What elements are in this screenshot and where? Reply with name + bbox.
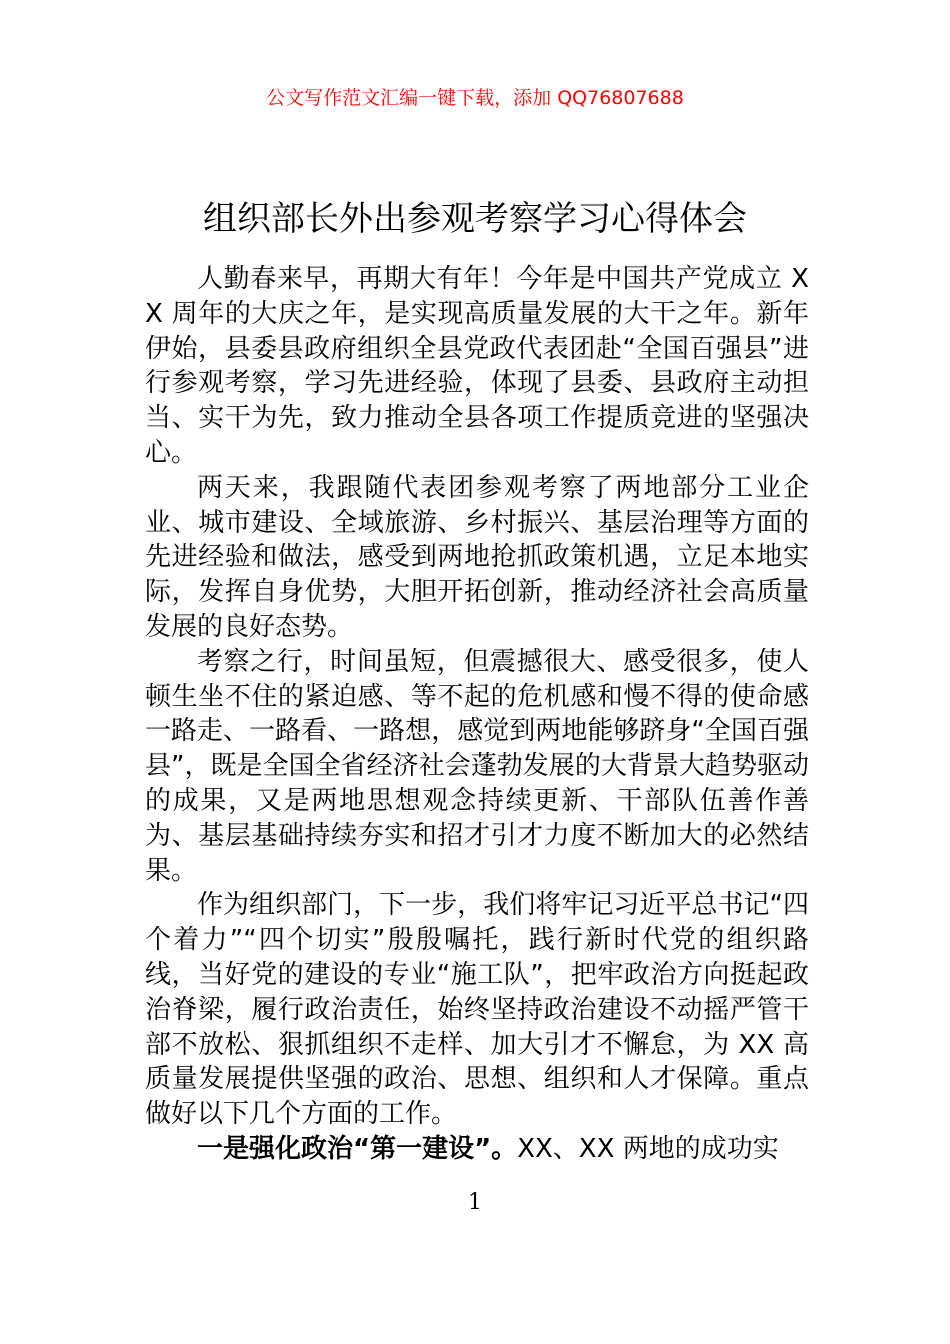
document-body — [145, 262, 809, 1167]
header-note: 公文写作范文汇编一键下载，添加 QQ76807688 — [266, 87, 684, 109]
paragraph: 作为组织部门，下一步，我们将牢记习近平总书记“四个着力”“四个切实”殷殷嘱托，践行新时代党的组织路线，当好党的建设的专业“施工队”，把牢政治方向挺起政治脊梁，履行政治责任，始终坚持政治建设不动摇严管干部不放松、狠抓组织不走样、加大引才不懈怠，为 XX 高质量发展提供坚强的政治、思想、组织和人才保障。重点做好以下几个方面的工作。 — [145, 890, 809, 1130]
document-title: 组织部长外出参观考察学习心得体会 — [203, 198, 747, 239]
paragraph-text: XX、XX 两地的成功实 — [517, 1133, 779, 1164]
page-number: 1 — [468, 1190, 482, 1215]
paragraph: 人勤春来早，再期大有年！今年是中国共产党成立 XX 周年的大庆之年，是实现高质量发展的大干之年。新年伊始，县委县政府组织全县党政代表团赴“全国百强县”进行参观考察，学习先进经验，体现了县委、县政府主动担当、实干为先，致力推动全县各项工作提质竞进的坚强决心。 — [145, 264, 809, 468]
paragraph: 两天来，我跟随代表团参观考察了两地部分工业企业、城市建设、全域旅游、乡村振兴、基层治理等方面的先进经验和做法，感受到两地抢抓政策机遇，立足本地实际，发挥自身优势，大胆开拓创新，推动经济社会高质量发展的良好态势。 — [145, 472, 809, 642]
paragraph-last — [145, 1132, 809, 1167]
paragraph-lead: 一是强化政治“第一建设”。 — [197, 1133, 518, 1164]
paragraph: 考察之行，时间虽短，但震撼很大、感受很多，使人顿生坐不住的紧迫感、等不起的危机感和慢不得的使命感一路走、一路看、一路想，感觉到两地能够跻身“全国百强县”，既是全国全省经济社会蓬勃发展的大背景大趋势驱动的成果，又是两地思想观念持续更新、干部队伍善作善为、基层基础持续夯实和招才引才力度不断加大的必然结果。 — [145, 646, 809, 886]
